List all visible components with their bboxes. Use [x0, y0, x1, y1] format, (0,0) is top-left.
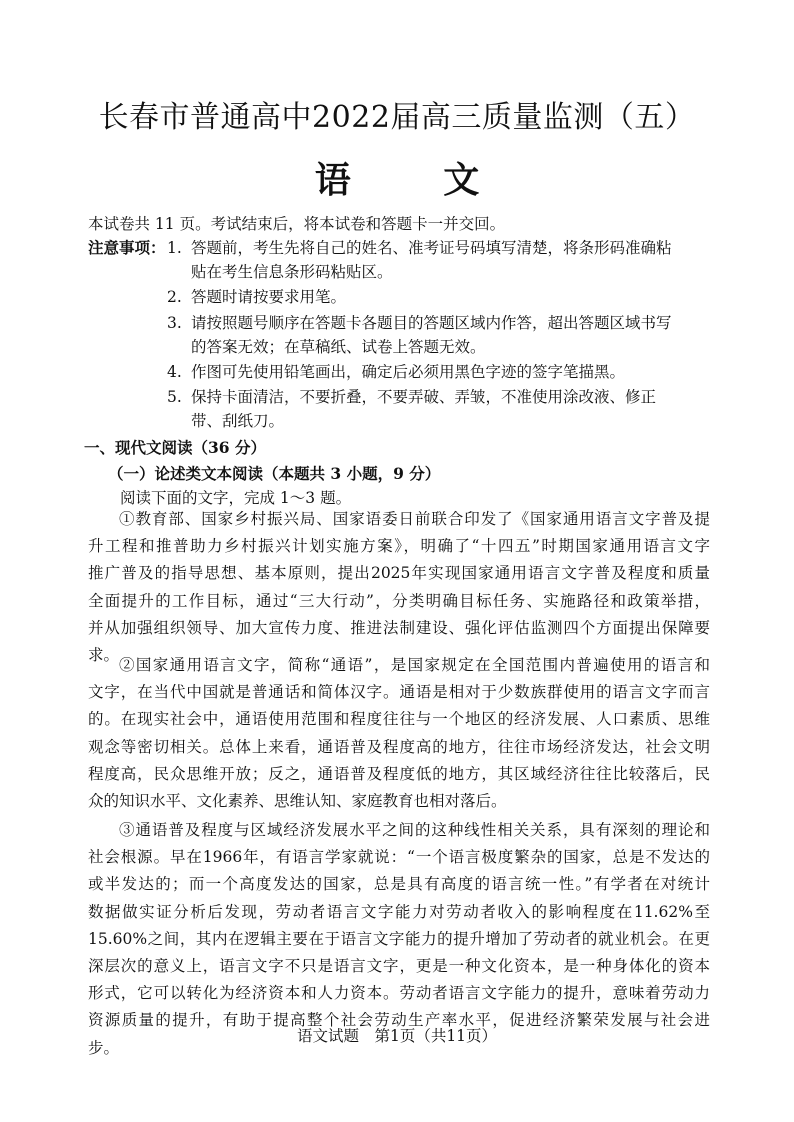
paragraph-line: 15.60%之间，其内在逻辑主要在于语言文字能力的提升增加了劳动者的就业机会。在更	[88, 929, 710, 948]
note-text: 请按照题号顺序在答题卡各题目的答题区域内作答，超出答题区域书写	[191, 314, 672, 332]
subject-title: 语 文	[314, 159, 520, 201]
note-text-continued: 的答案无效；在草稿纸、试卷上答题无效。	[191, 338, 486, 356]
paragraph-line: ③通语普及程度与区域经济发展水平之间的这种线性相关关系，具有深刻的理论和	[119, 821, 710, 839]
note-item-4	[167, 360, 625, 382]
exam-intro: 本试卷共 11 页。考试结束后，将本试卷和答题卡一并交回。	[88, 215, 506, 233]
note-text-continued: 带、刮纸刀。	[191, 412, 285, 430]
section-instruction: 阅读下面的文字，完成 1～3 题。	[120, 489, 352, 507]
paragraph-line: 的。在现实社会中，通语使用范围和程度往往与一个地区的经济发展、人口素质、思维	[88, 710, 710, 729]
section-subtitle: （一）论述类文本阅读（本题共 3 小题，9 分）	[108, 464, 441, 483]
note-number: 3.	[167, 314, 182, 332]
paragraph-line: 深层次的意义上，语言文字不只是语言文字，更是一种文化资本，是一种身体化的资本	[88, 957, 710, 976]
note-text-continued: 贴在考生信息条形码粘贴区。	[191, 263, 393, 281]
paragraph-line: ②国家通用语言文字，简称“通语”，是国家规定在全国范围内普遍使用的语言和	[119, 656, 710, 674]
note-item-5	[167, 385, 656, 407]
note-text: 答题时请按要求用笔。	[191, 288, 347, 306]
paragraph-line: 求。	[88, 646, 120, 665]
paragraph-line: ①教育部、国家乡村振兴局、国家语委日前联合印发了《国家通用语言文字普及提	[119, 510, 710, 528]
paragraph-line: 升工程和推普助力乡村振兴计划实施方案》，明确了“十四五”时期国家通用语言文字	[88, 537, 710, 556]
paragraph-line: 步。	[88, 1038, 120, 1057]
section-title: 一、现代文阅读（36 分）	[84, 438, 266, 457]
note-number: 1.	[167, 239, 182, 257]
paragraph-line: 观念等密切相关。总体上来看，通语普及程度高的地方，往往市场经济发达，社会文明	[88, 737, 710, 756]
paragraph-line: 并从加强组织领导、加大宣传力度、推进法制建设、强化评估监测四个方面提出保障要	[88, 618, 710, 637]
paragraph-1	[88, 506, 710, 669]
paragraph-line: 资源质量的提升，有助于提高整个社会劳动生产率水平，促进经济繁荣发展与社会进	[88, 1011, 710, 1030]
paragraph-line: 数据做实证分析后发现，劳动者语言文字能力对劳动者收入的影响程度在11.62%至	[88, 902, 710, 921]
page-footer: 语文试题 第1页（共11页）	[296, 1027, 498, 1045]
paragraph-line: 程度高，民众思维开放；反之，通语普及程度低的地方，其区域经济往往比较落后，民	[88, 764, 710, 783]
paragraph-2	[88, 652, 710, 815]
paragraph-line: 众的知识水平、文化素养、思维认知、家庭教育也相对落后。	[88, 792, 507, 811]
note-number: 5.	[167, 388, 182, 406]
note-item-3	[167, 311, 672, 333]
exam-title: 长春市普通高中2022届高三质量监测（五）	[98, 100, 696, 135]
note-item-1	[167, 236, 672, 258]
note-item-2	[167, 285, 346, 307]
notes-label: 注意事项：	[88, 238, 166, 257]
note-text: 作图可先使用铅笔画出，确定后必须用黑色字迹的签字笔描黑。	[191, 363, 626, 381]
paragraph-line: 形式，它可以转化为经济资本和人力资本。劳动者语言文字能力的提升，意味着劳动力	[88, 984, 710, 1003]
note-text: 保持卡面清洁，不要折叠，不要弄破、弄皱，不准使用涂改液、修正	[191, 388, 657, 406]
paragraph-line: 或半发达的；而一个高度发达的国家，总是具有高度的语言统一性。”有学者在对统计	[88, 875, 710, 894]
paragraph-line: 推广普及的指导思想、基本原则，提出2025年实现国家通用语言文字普及程度和质量	[88, 564, 710, 583]
paragraph-line: 全面提升的工作目标，通过“三大行动”，分类明确目标任务、实施路径和政策举措，	[88, 591, 710, 610]
paragraph-line: 社会根源。早在1966年，有语言学家就说：“一个语言极度繁杂的国家，总是不发达的	[88, 848, 710, 867]
note-text: 答题前，考生先将自己的姓名、准考证号码填写清楚，将条形码准确粘	[191, 239, 672, 257]
note-number: 2.	[167, 288, 182, 306]
paragraph-line: 文字，在当代中国就是普通话和简体汉字。通语是相对于少数族群使用的语言文字而言	[88, 683, 710, 702]
note-number: 4.	[167, 363, 182, 381]
